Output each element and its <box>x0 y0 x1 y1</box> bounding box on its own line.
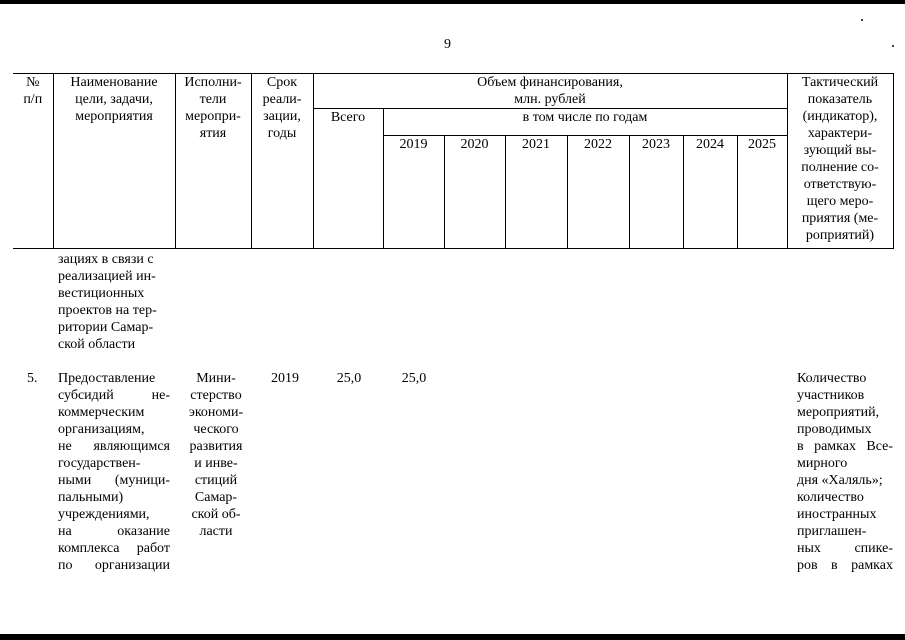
scan-speck <box>861 19 863 21</box>
row5-name-line: ными (муници- <box>58 473 170 488</box>
header-by-years: в том числе по годам <box>383 109 787 136</box>
row5-indicator-line: проводимых <box>797 422 872 437</box>
scan-speck <box>892 45 894 47</box>
header-year: 2023 <box>629 136 683 249</box>
row5-name-line: Предоставление <box>58 371 156 386</box>
row5-indicator-line: количество <box>797 490 864 505</box>
row5-name-line: коммерческим <box>58 405 145 420</box>
row5-name <box>58 370 170 574</box>
header-funding: Объем финансирования, млн. рублей <box>313 74 787 109</box>
row5-name-line: учреждениями, <box>58 507 150 522</box>
row5-name-line: пальными) <box>58 490 124 505</box>
row5-total: 25,0 <box>336 371 362 386</box>
row5-indicator-line: Количество <box>797 371 867 386</box>
row5-indicator-line: приглашен- <box>797 524 867 539</box>
row5-num: 5. <box>27 371 38 386</box>
row5-indicator-line: дня «Халяль»; <box>797 473 883 488</box>
row5-indicator-line: ров в рамках <box>797 558 893 573</box>
header-year: 2025 <box>737 136 787 249</box>
continuation-text: зациях в связи с реализацией ин- вестиционных проектов на тер- ритории Самар- ской области <box>58 252 157 352</box>
bottom-border <box>0 634 905 640</box>
row5-indicator-line: ных спике- <box>797 541 893 556</box>
header-total: Всего <box>313 109 383 249</box>
table-header <box>13 73 894 249</box>
header-year: 2020 <box>444 136 505 249</box>
row5-indicator <box>797 370 893 574</box>
header-num: № п/п <box>13 74 53 249</box>
row5-indicator-line: мирного <box>797 456 848 471</box>
row5-indicator-line: иностранных <box>797 507 877 522</box>
page-number: 9 <box>444 37 451 52</box>
header-executor: Исполни- тели меропри- ятия <box>175 74 251 249</box>
row5-name-line: на оказание <box>58 524 170 539</box>
header-year: 2019 <box>383 136 444 249</box>
row5-name-line: государствен- <box>58 456 141 471</box>
row5-2019: 25,0 <box>401 371 427 386</box>
row5-executor: Мини- стерство экономи- ческого развития и инве- стиций Самар- ской об- ласти <box>188 371 244 539</box>
row5-indicator-line: в рамках Все- <box>797 439 893 454</box>
top-border <box>0 0 905 4</box>
row5-name-line: организациям, <box>58 422 145 437</box>
row5-indicator-line: мероприятий, <box>797 405 880 420</box>
header-indicator: Тактический показатель (индикатор), характери- зующий вы- полнение со- ответствую- щего меро- приятия (ме- роприятий) <box>787 74 893 249</box>
header-term: Срок реали- зации, годы <box>251 74 313 249</box>
header-year: 2021 <box>505 136 567 249</box>
row5-name-line: комплекса работ <box>58 541 170 556</box>
row5-name-line: по организации <box>58 558 170 573</box>
row5-name-line: не являющимся <box>58 439 170 454</box>
header-name: Наименование цели, задачи, мероприятия <box>53 74 175 249</box>
row5-name-line: субсидий не- <box>58 388 170 403</box>
header-year: 2022 <box>567 136 629 249</box>
row5-term: 2019 <box>271 371 299 386</box>
header-year: 2024 <box>683 136 737 249</box>
row5-indicator-line: участников <box>797 388 865 403</box>
